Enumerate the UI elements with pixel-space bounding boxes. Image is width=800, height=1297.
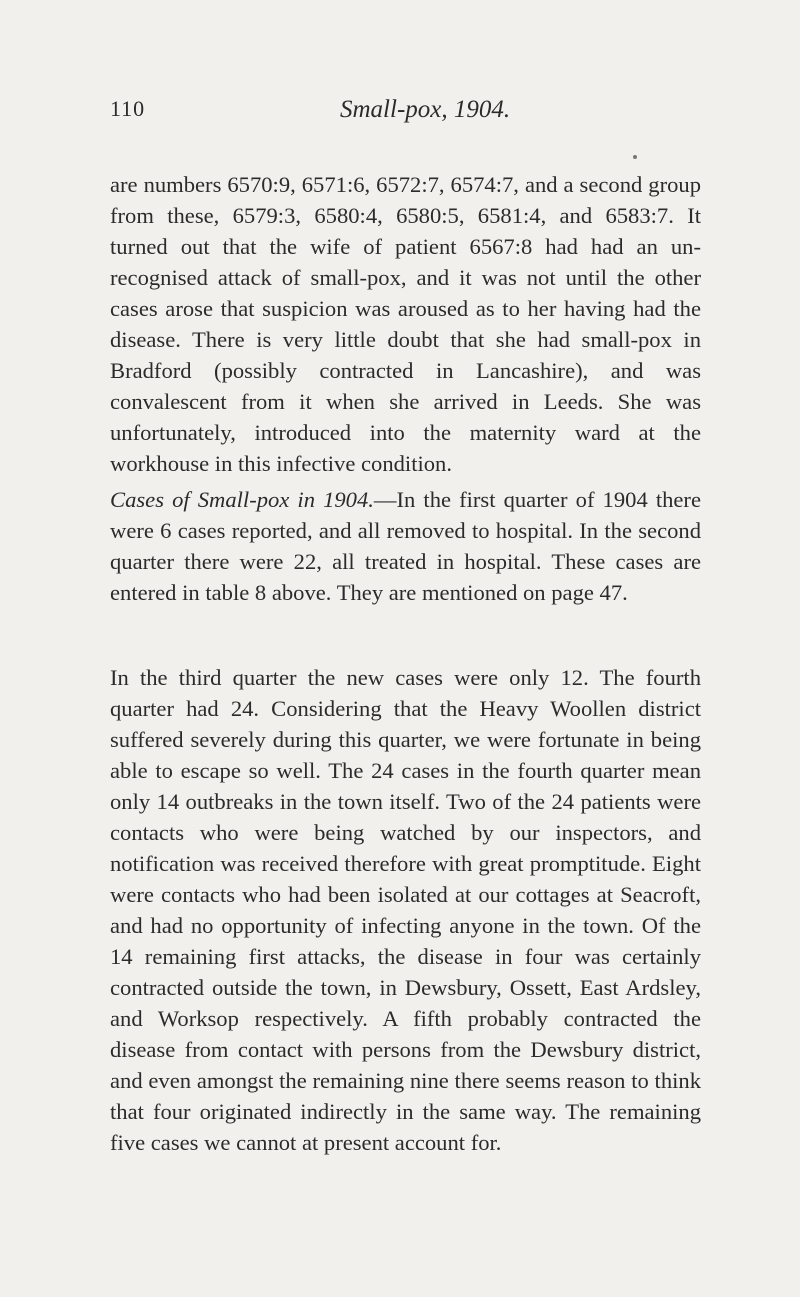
print-speck [633,155,637,159]
paragraph-1: are numbers 6570:9, 6571:6, 6572:7, 6574:7, and a second group from these, 6579:3, 6580:4, 6580:5, 6581:4, and 6583:7. It turned out that the wife of patient 6567:8 had had an un-recognised attack of small-pox, and it was not until the other cases arose that suspicion was aroused as to her having had the disease. There is very little doubt that she had small-pox in Bradford (possibly contracted in Lancashire), and was convalescent from it when she arrived in Leeds. She was unfortunately, introduced into the maternity ward at the workhouse in this infective condition. [110,172,701,476]
section-heading: Cases of Small-pox in 1904. [110,487,374,512]
running-head [110,96,690,128]
page-number: 110 [110,96,146,121]
running-title: Small-pox, 1904. [340,96,511,123]
paragraph-2-body: —In the first quarter of 1904 there were 6 cases reported, and all removed to hospital. In the second quarter there were 22, all treated in hospital. These cases are entered in table 8 above. They are mentioned on page 47. [110,487,701,605]
paragraph-3: In the third quarter the new cases were only 12. The fourth quarter had 24. Considering that the Heavy Woollen district suffered severely during this quarter, we were fortunate in being able to escape so well. The 24 cases in the fourth quarter mean only 14 outbreaks in the town itself. Two of the 24 patients were contacts who were being watched by our inspectors, and notification was received therefore with great promptitude. Eight were contacts who had been isolated at our cottages at Seacroft, and had no opportunity of infecting anyone in the town. Of the 14 remaining first attacks, the disease in four was certainly contracted outside the town, in Dewsbury, Ossett, East Ardsley, and Worksop respectively. A fifth probably contracted the disease from contact with persons from the Dewsbury district, and even amongst the remaining nine there seems reason to think that four originated indirectly in the same way. The remaining five cases we cannot at present account for. [110,665,701,1155]
paragraph-2 [110,484,701,608]
